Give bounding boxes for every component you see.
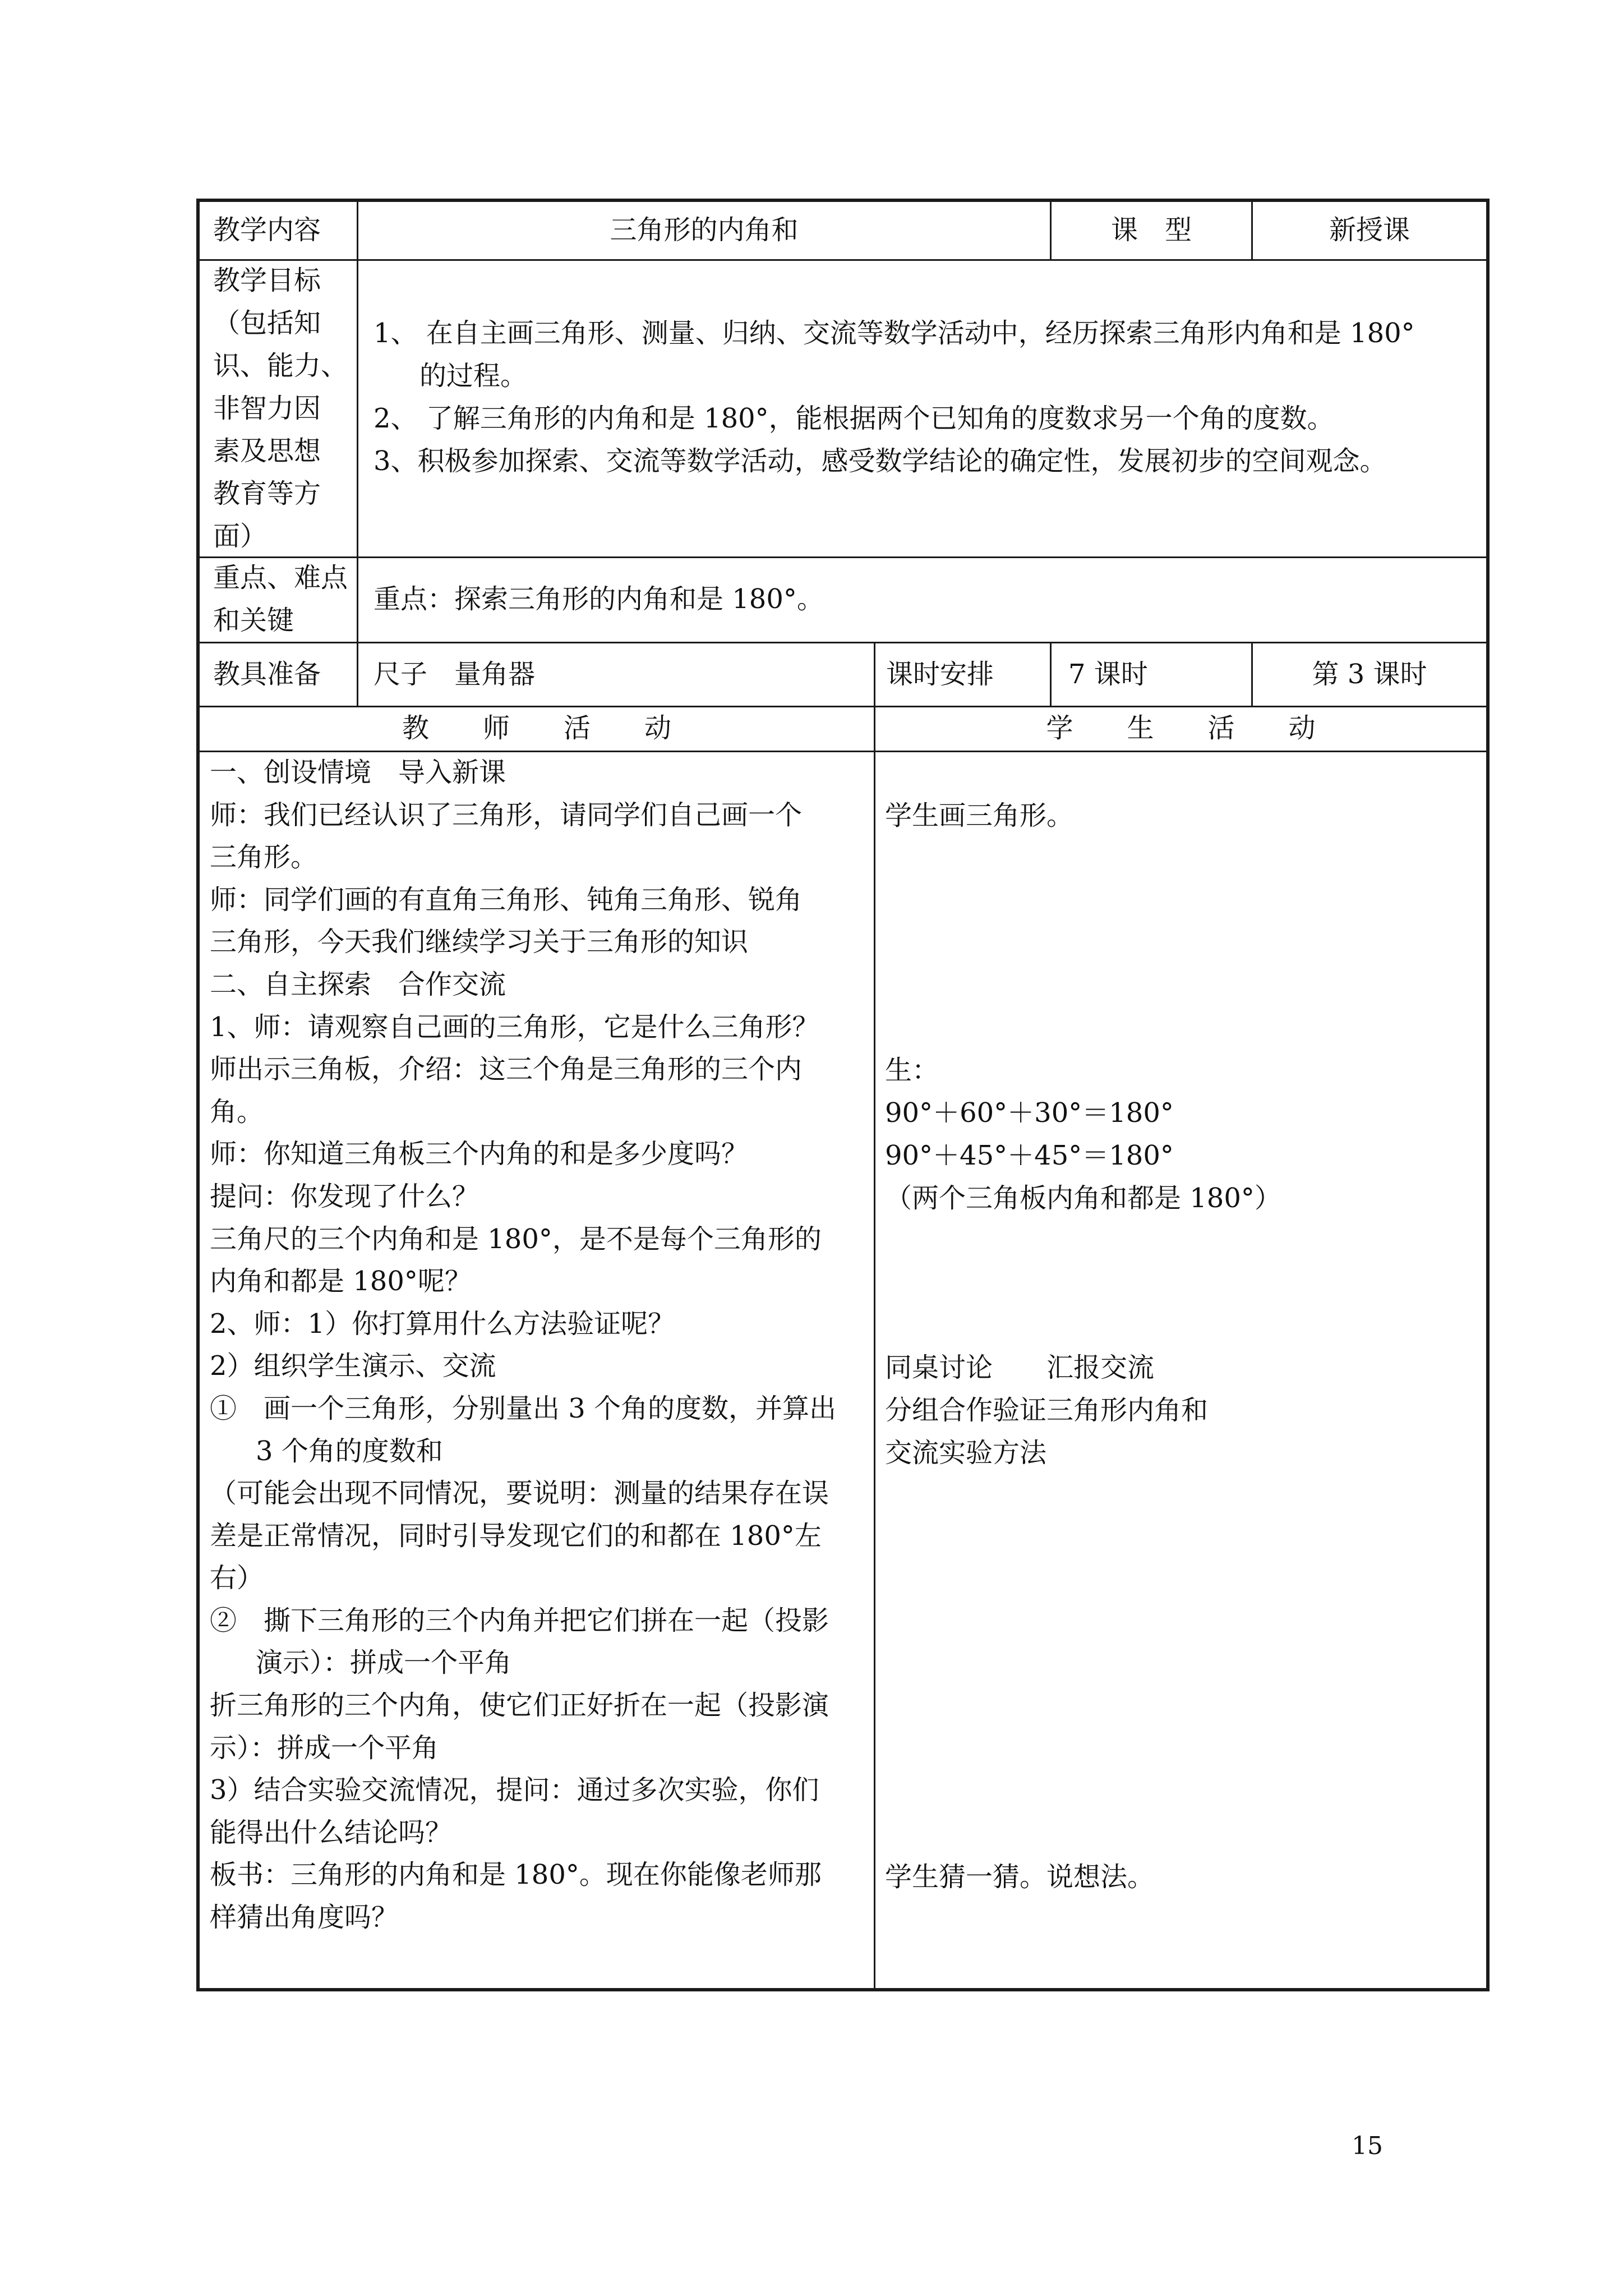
teacher-line: 1、师：请观察自己画的三角形，它是什么三角形？ [210,1011,819,1043]
teacher-line: 2、师：1）你打算用什么方法验证呢？ [210,1308,675,1340]
row-divider-3 [196,642,1490,643]
teacher-line: 提问：你发现了什么？ [210,1180,479,1212]
student-equation-2: 90°＋45°＋45°＝180° [885,1140,1174,1171]
table-border-bottom [196,1988,1490,1991]
activity-column-divider [874,706,875,1990]
keypoints-label-line: 重点、难点 [213,562,348,593]
objectives-label [213,259,348,558]
teacher-line: 一、创设情境 导入新课 [210,757,506,788]
objectives-label-line: 教学目标 [213,265,321,296]
row-divider-2 [196,556,1490,558]
teacher-line: 角。 [210,1096,264,1128]
schedule-label: 课时安排 [886,659,994,690]
teacher-line: 三角形，今天我们继续学习关于三角形的知识 [210,926,749,958]
keypoints-label-line: 和关键 [213,605,294,636]
objective-item: 1、 在自主画三角形、测量、归纳、交流等数学活动中，经历探索三角形内角和是 180° [374,318,1415,349]
student-discuss: 同桌讨论 汇报交流 [885,1352,1155,1383]
teacher-line: （可能会出现不同情况，要说明：测量的结果存在误 [210,1478,829,1510]
teacher-line: ① 画一个三角形，分别量出 3 个角的度数，并算出 [210,1392,837,1424]
teacher-line: 折三角形的三个内角，使它们正好折在一起（投影演 [210,1690,829,1722]
teacher-activity-header: 教 师 活 动 [402,712,671,744]
objectives-label-line: 识、能力、 [213,350,348,381]
teacher-line: 师：你知道三角板三个内角的和是多少度吗？ [210,1138,749,1170]
lesson-type-label: 课 型 [1110,214,1192,246]
teacher-line: 3）结合实验交流情况，提问：通过多次实验，你们 [210,1774,819,1806]
lesson-title: 三角形的内角和 [610,214,799,246]
objectives-label-line: 面） [213,521,268,552]
table-border-top [196,199,1490,202]
teacher-line: 三角尺的三个内角和是 180°，是不是每个三角形的 [210,1223,822,1255]
teacher-activity-body [210,752,836,1939]
student-sheng: 生： [885,1055,939,1086]
total-hours: 7 课时 [1068,659,1148,690]
row-divider-1 [196,259,1490,261]
teacher-line: ② 撕下三角形的三个内角并把它们拼在一起（投影 [210,1604,829,1636]
teacher-line: 3 个角的度数和 [256,1435,443,1467]
teacher-line: 样猜出角度吗？ [210,1902,399,1934]
teacher-line: 差是正常情况，同时引导发现它们的和都在 180°左 [210,1520,822,1552]
keypoints-label [213,556,348,642]
teacher-line: 演示）：拼成一个平角 [256,1647,512,1679]
objectives-label-line: 非智力因 [213,393,321,424]
student-method: 交流实验方法 [885,1437,1047,1469]
table-border-left [196,199,200,1991]
student-equation-1: 90°＋60°＋30°＝180° [885,1097,1174,1129]
teacher-line: 师出示三角板，介绍：这三个角是三角形的三个内 [210,1053,803,1085]
student-group: 分组合作验证三角形内角和 [885,1395,1209,1426]
tools-label: 教具准备 [213,659,321,690]
objectives-list [374,312,1415,482]
tools-divider-b [1050,642,1052,707]
teacher-line: 师：同学们画的有直角三角形、钝角三角形、锐角 [210,884,803,915]
teacher-line: 2）组织学生演示、交流 [210,1350,496,1382]
teacher-line: 三角形。 [210,841,318,873]
objectives-label-line: （包括知 [213,307,321,339]
lesson-type-value: 新授课 [1329,214,1410,246]
keypoints-text: 重点：探索三角形的内角和是 180°。 [374,583,824,615]
objective-item: 2、 了解三角形的内角和是 180°，能根据两个已知角的度数求另一个角的度数。 [374,403,1334,434]
teacher-line: 内角和都是 180°呢？ [210,1266,472,1297]
page-number: 15 [1352,2132,1383,2160]
content-label: 教学内容 [213,214,321,246]
label-column-divider [357,199,358,706]
tools-value: 尺子 量角器 [374,659,536,690]
student-note: （两个三角板内角和都是 180°） [885,1182,1281,1214]
tools-divider-a [874,642,875,707]
objective-item: 3、积极参加探索、交流等数学活动，感受数学结论的确定性，发展初步的空间观念。 [374,445,1387,477]
teacher-line: 师：我们已经认识了三角形，请同学们自己画一个 [210,799,803,831]
teacher-line: 能得出什么结论吗？ [210,1816,453,1848]
table-border-right [1486,199,1490,1991]
teacher-line: 二、自主探索 合作交流 [210,968,506,1000]
teacher-line: 示）：拼成一个平角 [210,1732,439,1764]
current-hour: 第 3 课时 [1312,659,1427,690]
student-activity-header: 学 生 活 动 [1046,712,1316,744]
student-draw: 学生画三角形。 [885,800,1074,831]
objectives-label-line: 教育等方 [213,478,321,509]
teacher-line: 右） [210,1562,264,1594]
teacher-line: 板书：三角形的内角和是 180°。现在你能像老师那 [210,1859,822,1891]
objectives-label-line: 素及思想 [213,435,321,467]
objective-item-continued: 的过程。 [419,360,528,392]
student-guess: 学生猜一猜。说想法。 [885,1861,1155,1893]
